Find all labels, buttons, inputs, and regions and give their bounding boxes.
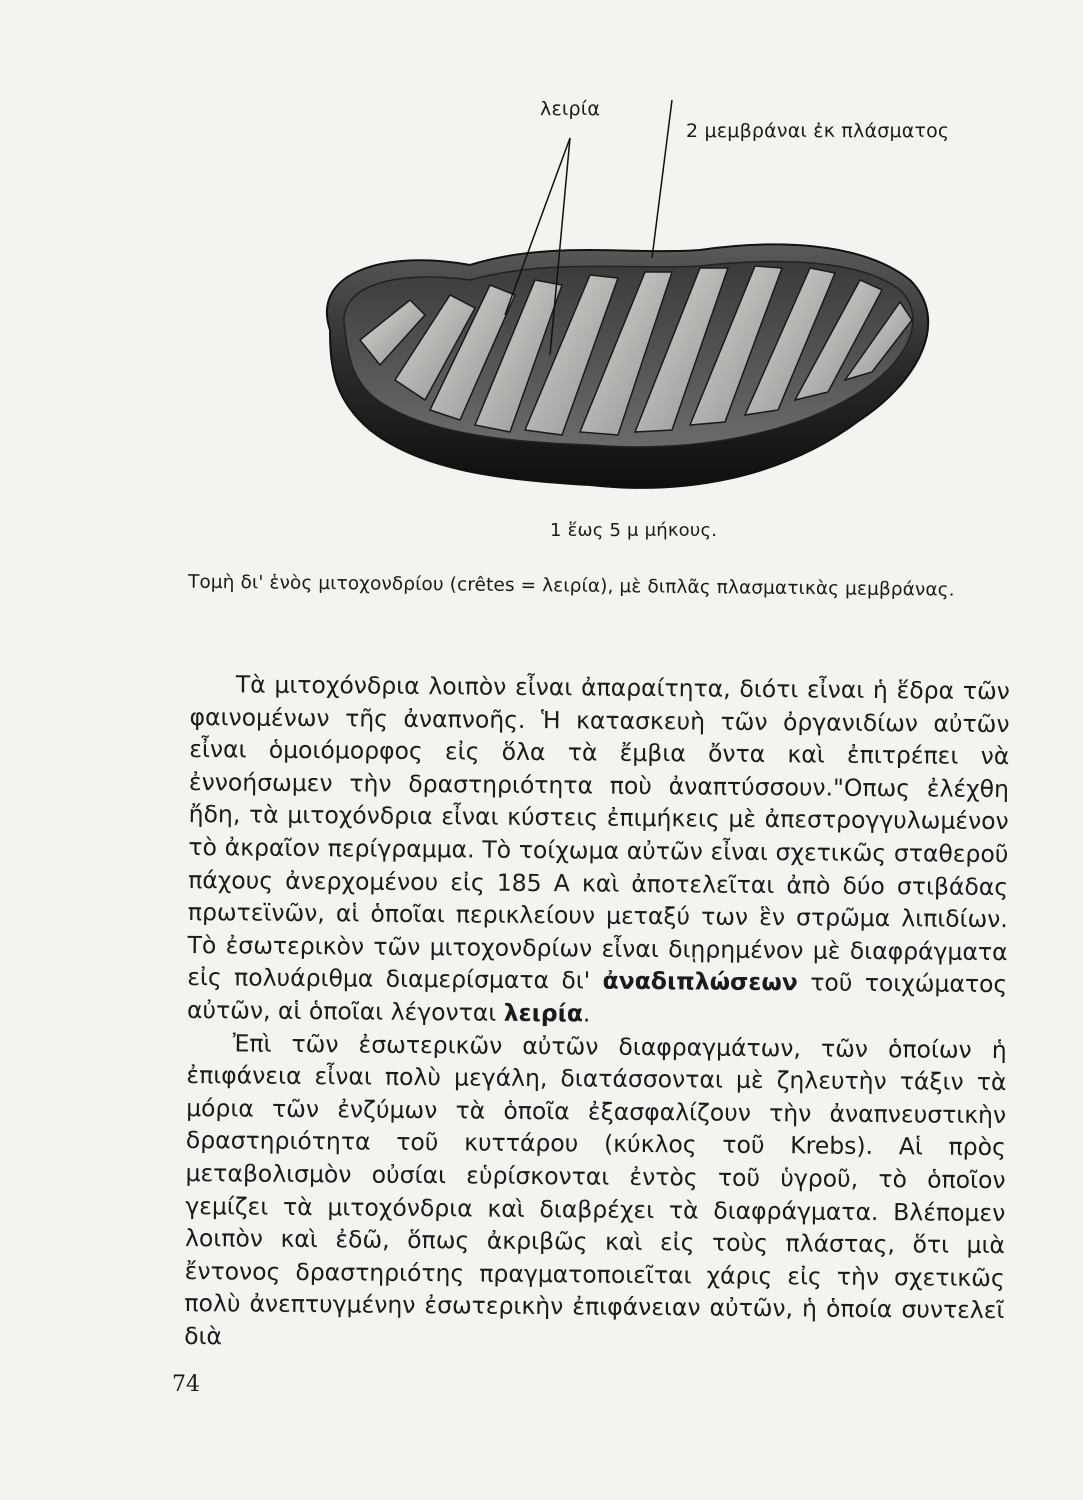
paragraph-1 — [187, 668, 1010, 1034]
cristae-label: λειρία — [540, 98, 601, 120]
bold-term-folds: ἀναδιπλώσεων — [602, 966, 799, 997]
paragraph-1-end: . — [582, 999, 591, 1028]
body-text — [184, 668, 1010, 1360]
paragraph-1-text: Τὰ μιτοχόνδρια λοιπὸν εἶναι ἀπαραίτητα, διότι εἶναι ἡ ἕδρα τῶν φαινομένων τῆς ἀναπνοῆς. Ἡ κατασκευὴ τῶν ὀργανιδίων αὐτῶν εἶναι ὁμοιόμορφος εἰς ὅλα τὰ ἔμβια ὄντα καὶ ἐπιτρέπει νὰ ἐννοήσωμεν τὴν δραστηριότητα ποὺ ἀναπτύσσουν."Οπως ἐλέχθη ἤδη, τὰ μιτοχόνδρια εἶναι κύστεις ἐπιμήκεις μὲ ἀπεστρογγυλωμένον τὸ ἀκραῖον περίγραμμα. Τὸ τοίχωμα αὐτῶν εἶναι σχετικῶς σταθεροῦ πάχους ἀνερχομένου εἰς 185 Α καὶ ἀποτελεῖται ἀπὸ δύο στιβάδας πρωτεϊνῶν, αἱ ὁποῖαι περικλείουν μεταξύ των ἓν στρῶμα λιπιδίων. Τὸ ἐσωτερικὸν τῶν μιτοχονδρίων εἶναι διῃρημένον μὲ διαφράγματα εἰς πολυάριθμα διαμερίσματα δι' — [187, 670, 1010, 995]
mitochondrion-illustration — [300, 80, 980, 550]
page-number: 74 — [172, 1372, 200, 1397]
mitochondrion-figure — [300, 80, 980, 550]
length-label: 1 ἕως 5 μ μήκους. — [550, 520, 718, 541]
membranes-label: 2 μεμβράναι ἐκ πλάσματος — [686, 120, 950, 142]
bold-term-cristae: λειρία — [503, 998, 584, 1028]
paragraph-1-mid: τοῦ τοιχώματος αὐτῶν, αἱ ὁποῖαι λέγονται — [186, 968, 1008, 1027]
paragraph-2: Ἐπὶ τῶν ἐσωτερικῶν αὐτῶν διαφραγμάτων, τῶν ὁποίων ἡ ἐπιφάνεια εἶναι πολὺ μεγάλη, διατάσσονται μὲ ζηλευτὴν τάξιν τὰ μόρια τῶν ἐνζύμων τὰ ὁποῖα ἐξασφαλίζουν τὴν ἀναπνευστικὴν δραστηριότητα τοῦ κυττάρου (κύκλος τοῦ Krebs). Αἱ πρὸς μεταβολισμὸν οὐσίαι εὑρίσκονται ἐντὸς τοῦ ὑγροῦ, τὸ ὁποῖον γεμίζει τὰ μιτοχόνδρια καὶ διαβρέχει τὰ διαφράγματα. Βλέπομεν λοιπὸν καὶ ἐδῶ, ὅπως ἀκριβῶς καὶ εἰς τοὺς πλάστας, ὅτι μιὰ ἔντονος δραστηριότης πραγματοποιεῖται χάρις εἰς τὴν σχετικῶς πολὺ ἀνεπτυγμένην ἐσωτερικὴν ἐπιφάνειαν αὐτῶν, ἡ ὁποία συντελεῖ διὰ — [184, 1028, 1007, 1351]
figure-caption: Τομὴ δι' ἑνὸς μιτοχονδρίου (crêtes = λειρία), μὲ διπλᾶς πλασματικὰς μεμβράνας. — [187, 571, 955, 601]
